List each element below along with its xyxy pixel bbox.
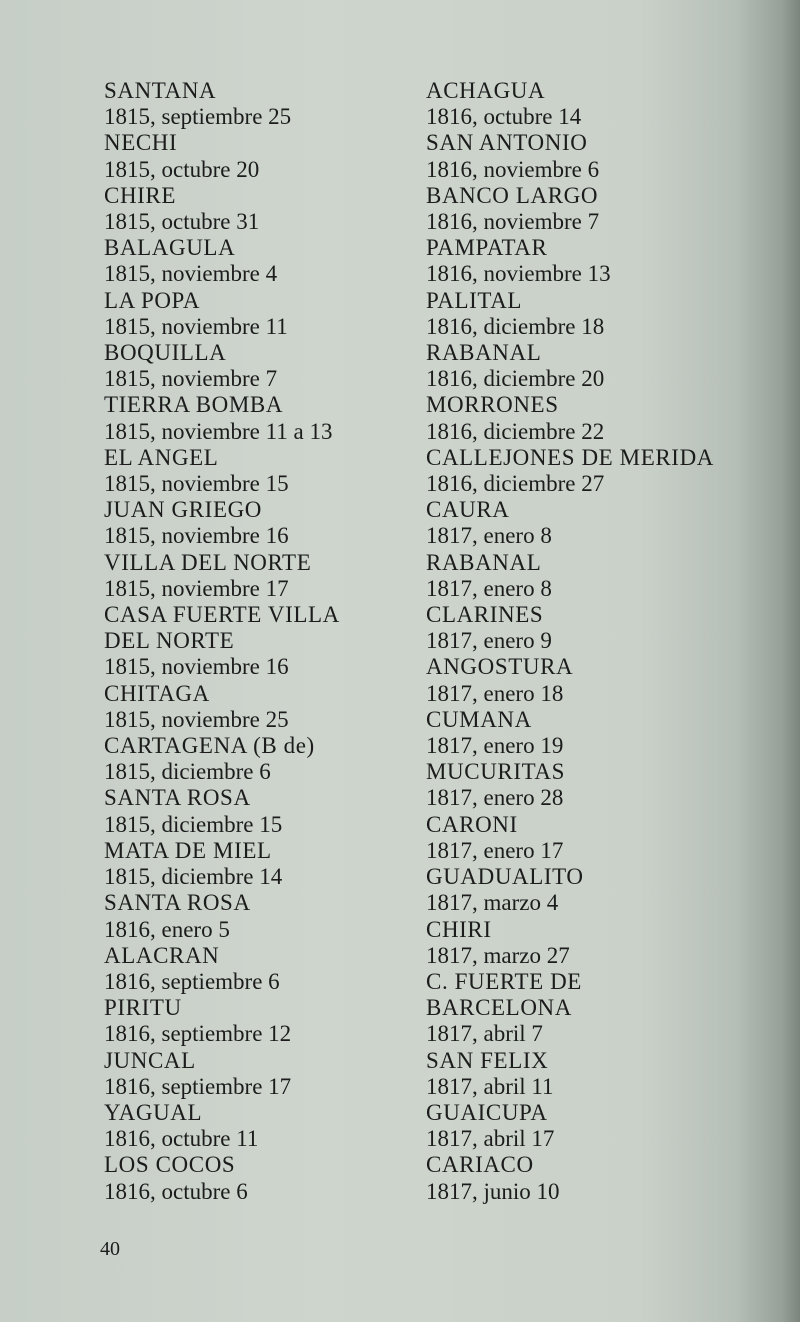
battle-entry: [104, 235, 444, 287]
battle-entry: [426, 288, 756, 340]
page-number: 40: [100, 1238, 120, 1260]
battle-date: 1817, enero 28: [426, 785, 564, 811]
battle-entry: [104, 995, 444, 1047]
battle-entry: [426, 707, 756, 759]
battle-entry: [104, 602, 444, 681]
battle-date: 1817, marzo 27: [426, 942, 570, 968]
battle-place: MORRONES: [426, 392, 559, 418]
battle-place: YAGUAL: [104, 1099, 203, 1125]
battle-date: 1815, octubre 31: [104, 209, 260, 235]
battle-place: GUAICUPA: [426, 1099, 548, 1125]
battle-date: 1816, noviembre 7: [426, 209, 600, 235]
battle-place: TIERRA BOMBA: [104, 392, 284, 418]
battle-entry: [426, 78, 756, 130]
battle-place: MUCURITAS: [426, 759, 566, 785]
battle-entry: [104, 1100, 444, 1152]
battle-entry: [426, 917, 756, 969]
battle-place: CALLEJONES DE MERIDA: [426, 444, 714, 470]
battle-place: ACHAGUA: [426, 78, 546, 103]
battle-date: 1815, noviembre 15: [104, 471, 289, 497]
battle-entry: [104, 733, 444, 785]
battle-entry: [426, 392, 756, 444]
battle-entry: [104, 288, 444, 340]
battle-place: CHIRI: [426, 916, 492, 942]
battle-entry: [104, 497, 444, 549]
battle-date: 1816, octubre 11: [104, 1126, 259, 1152]
battle-place: RABANAL: [426, 340, 542, 366]
battle-date: 1817, abril 7: [426, 1021, 543, 1047]
battle-place: JUAN GRIEGO: [104, 497, 263, 523]
battle-date: 1817, abril 17: [426, 1126, 555, 1152]
battle-entry: [426, 759, 756, 811]
battle-date: 1815, noviembre 4: [104, 261, 278, 287]
battle-entry: [104, 838, 444, 890]
battle-place: ANGOSTURA: [426, 654, 574, 680]
battle-date: 1816, noviembre 13: [426, 261, 611, 287]
battle-date: 1816, diciembre 27: [426, 471, 605, 497]
battle-place: ALACRAN: [104, 942, 220, 968]
battle-place: CHIRE: [104, 182, 176, 208]
battle-date: 1815, noviembre 11 a 13: [104, 418, 333, 444]
battle-entry: [426, 183, 756, 235]
battle-place: SANTANA: [104, 78, 217, 103]
right-column: [426, 78, 756, 1205]
battle-entry: [104, 1048, 444, 1100]
battle-place: BALAGULA: [104, 235, 236, 261]
battle-place: VILLA DEL NORTE: [104, 549, 312, 575]
battle-place: GUADUALITO: [426, 864, 584, 890]
battle-place: NECHI: [104, 130, 178, 156]
battle-date: 1815, noviembre 16: [104, 654, 289, 680]
battle-date: 1815, diciembre 14: [104, 864, 283, 890]
battle-date: 1817, enero 18: [426, 680, 564, 706]
battle-place: CLARINES: [426, 602, 544, 628]
battle-place: C. FUERTE DE BARCELONA: [426, 968, 582, 1021]
battle-date: 1816, enero 5: [104, 916, 230, 942]
battle-place: SAN ANTONIO: [426, 130, 588, 156]
battle-entry: [104, 340, 444, 392]
left-column: [104, 78, 444, 1205]
battle-date: 1816, octubre 14: [426, 104, 582, 130]
battle-entry: [104, 681, 444, 733]
battle-date: 1816, octubre 6: [104, 1178, 248, 1204]
battle-entry: [426, 340, 756, 392]
battle-date: 1817, enero 8: [426, 575, 552, 601]
battle-place: SANTA ROSA: [104, 785, 251, 811]
battle-date: 1817, abril 11: [426, 1073, 554, 1099]
battle-entry: [426, 497, 756, 549]
battle-entry: [426, 969, 756, 1048]
battle-entry: [104, 392, 444, 444]
battle-place: CHITAGA: [104, 680, 210, 706]
battle-date: 1815, diciembre 6: [104, 759, 271, 785]
battle-entry: [104, 785, 444, 837]
battle-date: 1815, noviembre 11: [104, 313, 288, 339]
battle-entry: [104, 890, 444, 942]
battle-place: SANTA ROSA: [104, 890, 251, 916]
battle-place: SAN FELIX: [426, 1047, 549, 1073]
battle-entry: [426, 654, 756, 706]
battle-date: 1817, enero 19: [426, 733, 564, 759]
battle-date: 1815, diciembre 15: [104, 811, 283, 837]
battle-place: BOQUILLA: [104, 340, 227, 366]
battle-entry: [104, 78, 444, 130]
battle-date: 1817, enero 8: [426, 523, 552, 549]
battle-place: PAMPATAR: [426, 235, 548, 261]
battle-place: LOS COCOS: [104, 1152, 236, 1178]
battle-place: CASA FUERTE VILLA DEL NORTE: [104, 602, 339, 654]
battle-entry: [104, 183, 444, 235]
battle-date: 1816, septiembre 6: [104, 968, 280, 994]
battle-date: 1816, diciembre 18: [426, 313, 605, 339]
battle-place: PALITAL: [426, 287, 523, 313]
battle-entry: [426, 1048, 756, 1100]
battle-entry: [426, 602, 756, 654]
battle-date: 1817, marzo 4: [426, 890, 559, 916]
battle-date: 1815, noviembre 16: [104, 523, 289, 549]
battle-entry: [104, 1152, 444, 1204]
battle-entry: [426, 812, 756, 864]
battle-place: PIRITU: [104, 995, 182, 1021]
battle-place: JUNCAL: [104, 1047, 196, 1073]
battle-entry: [104, 130, 444, 182]
battle-entry: [426, 235, 756, 287]
battle-date: 1815, noviembre 17: [104, 575, 289, 601]
battle-entry: [426, 130, 756, 182]
battle-entry: [426, 445, 756, 497]
battle-entry: [426, 1152, 756, 1204]
battle-entry: [426, 550, 756, 602]
battle-date: 1816, diciembre 22: [426, 418, 605, 444]
battle-place: CUMANA: [426, 706, 532, 732]
battle-date: 1817, enero 17: [426, 837, 564, 863]
battle-place: RABANAL: [426, 549, 542, 575]
battle-date: 1816, septiembre 17: [104, 1073, 292, 1099]
battle-place: CARTAGENA (B de): [104, 733, 315, 759]
battle-entry: [104, 445, 444, 497]
battle-date: 1817, junio 10: [426, 1178, 560, 1204]
battle-entry: [104, 943, 444, 995]
battle-date: 1815, septiembre 25: [104, 104, 292, 130]
battle-entry: [426, 864, 756, 916]
battle-date: 1816, noviembre 6: [426, 156, 600, 182]
battle-place: LA POPA: [104, 287, 201, 313]
battle-place: BANCO LARGO: [426, 182, 599, 208]
battle-entry: [426, 1100, 756, 1152]
battle-entry: [104, 550, 444, 602]
battle-place: EL ANGEL: [104, 444, 219, 470]
battle-date: 1816, diciembre 20: [426, 366, 605, 392]
battle-date: 1815, noviembre 25: [104, 706, 289, 732]
battle-date: 1815, noviembre 7: [104, 366, 278, 392]
battle-place: MATA DE MIEL: [104, 837, 272, 863]
battle-date: 1815, octubre 20: [104, 156, 260, 182]
battle-date: 1817, enero 9: [426, 628, 552, 654]
battle-place: CARONI: [426, 811, 518, 837]
battle-place: CAURA: [426, 497, 510, 523]
battle-place: CARIACO: [426, 1152, 534, 1178]
battle-date: 1816, septiembre 12: [104, 1021, 292, 1047]
